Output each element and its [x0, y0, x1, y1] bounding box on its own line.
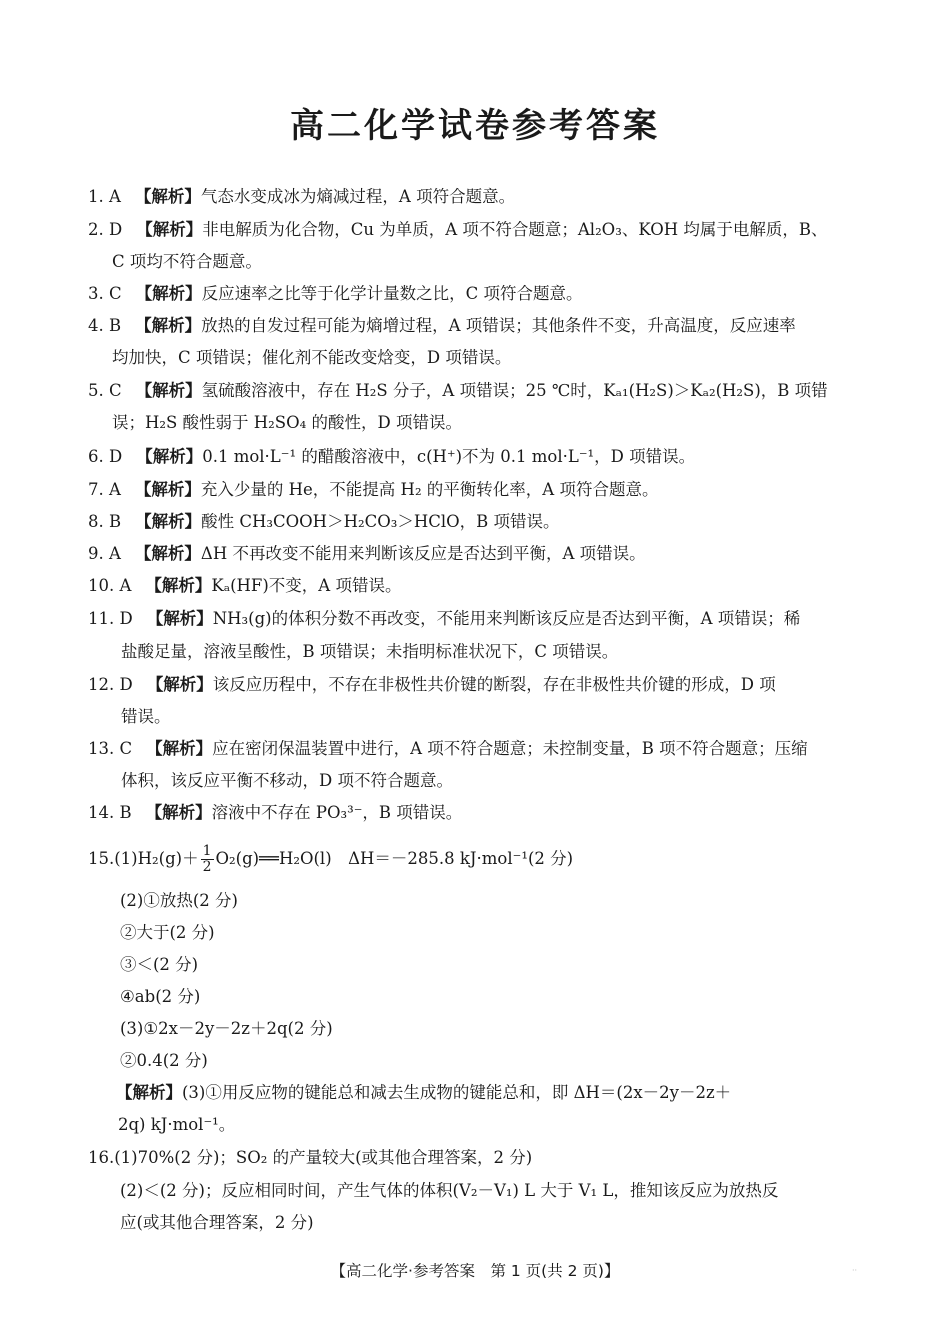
item-text: 放热的自发过程可能为熵增过程，A 项错误；其他条件不变，升高温度，反应速率	[201, 316, 796, 335]
fraction-one-half	[201, 844, 214, 875]
item-text: Kₐ(HF)不变，A 项错误。	[211, 576, 402, 595]
item-number: 15.	[88, 849, 115, 868]
item-number: 7. A	[88, 480, 121, 499]
answer-item-12	[88, 674, 776, 696]
fraction-numerator: 1	[202, 843, 212, 859]
item-number: 10. A	[88, 576, 132, 595]
answer-item-2	[88, 219, 828, 241]
item-number: 14. B	[88, 803, 132, 822]
item-number: 2. D	[88, 220, 123, 239]
sub-answer: ③＜(2 分)	[120, 955, 199, 974]
item-number: 16.	[88, 1148, 115, 1167]
item-text-continued: 均加快，C 项错误；催化剂不能改变焓变，D 项错误。	[112, 348, 512, 367]
item-number: 3. C	[88, 284, 122, 303]
answer-item-1	[88, 186, 515, 208]
jiexi-text-continued: 2q) kJ·mol⁻¹。	[118, 1115, 236, 1134]
item-number: 11. D	[88, 609, 133, 628]
jiexi-label: 【解析】	[135, 512, 202, 531]
item-text: 气态水变成冰为熵减过程，A 项符合题意。	[200, 187, 516, 206]
jiexi-label: 【解析】	[146, 739, 213, 758]
sub-answer: (2)①放热(2 分)	[120, 891, 238, 910]
item-text: 反应速率之比等于化学计量数之比，C 项符合题意。	[201, 284, 583, 303]
item-number: 9. A	[88, 544, 121, 563]
item-text-continued: 盐酸足量，溶液呈酸性，B 项错误；未指明标准状况下，C 项错误。	[121, 642, 619, 661]
item-number: 12. D	[88, 675, 133, 694]
item-text-continued: 误；H₂S 酸性弱于 H₂SO₄ 的酸性，D 项错误。	[112, 413, 462, 432]
item-number: 6. D	[88, 447, 123, 466]
page-title: 高二化学试卷参考答案	[290, 106, 660, 146]
item-text: 酸性 CH₃COOH＞H₂CO₃＞HClO，B 项错误。	[201, 512, 560, 531]
answer-item-8	[88, 511, 560, 533]
item-text: 该反应历程中，不存在非极性共价键的断裂，存在非极性共价键的形成，D 项	[212, 675, 776, 694]
item-text-continued: C 项均不符合题意。	[112, 252, 262, 271]
answer-item-5	[88, 380, 828, 402]
item-text: 充入少量的 He，不能提高 H₂ 的平衡转化率，A 项符合题意。	[200, 480, 659, 499]
jiexi-label: 【解析】	[146, 675, 213, 694]
jiexi-label: 【解析】	[116, 1083, 182, 1102]
item-number: 4. B	[88, 316, 122, 335]
item-text: NH₃(g)的体积分数不再改变，不能用来判断该反应是否达到平衡，A 项错误；稀	[212, 609, 801, 628]
item-number: 5. C	[88, 381, 122, 400]
q15-jiexi	[116, 1082, 731, 1104]
answer-item-9	[88, 543, 646, 565]
item-text: 0.1 mol·L⁻¹ 的醋酸溶液中，c(H⁺)不为 0.1 mol·L⁻¹，D 项错误。	[202, 447, 696, 466]
item-text: 溶液中不存在 PO₃³⁻，B 项错误。	[211, 803, 463, 822]
fraction-denominator: 2	[202, 859, 212, 875]
item-number: 1. A	[88, 187, 121, 206]
sub-answer: ④ab(2 分)	[120, 987, 201, 1006]
jiexi-label: 【解析】	[145, 803, 212, 822]
answer-item-16	[88, 1147, 532, 1169]
sub-answer: (2)＜(2 分)；反应相同时间，产生气体的体积(V₂－V₁) L 大于 V₁ L，推知该反应为放热反	[120, 1181, 779, 1200]
answer-item-11	[88, 608, 800, 630]
item-text-continued: 错误。	[121, 707, 171, 726]
jiexi-label: 【解析】	[145, 576, 212, 595]
jiexi-label: 【解析】	[134, 544, 201, 563]
answer-item-14	[88, 802, 462, 824]
sub-answer: ②大于(2 分)	[120, 923, 215, 942]
jiexi-text: (3)①用反应物的键能总和减去生成物的键能总和，即 ΔH＝(2x－2y－2z＋	[182, 1083, 732, 1102]
item-text: (1)70%(2 分)；SO₂ 的产量较大(或其他合理答案，2 分)	[114, 1148, 533, 1167]
item-text: 应在密闭保温装置中进行，A 项不符合题意；未控制变量，B 项不符合题意；压缩	[212, 739, 808, 758]
answer-item-6	[88, 446, 695, 468]
answer-item-15	[88, 839, 573, 879]
item-text: 非电解质为化合物，Cu 为单质，A 项不符合题意；Al₂O₃、KOH 均属于电解质，B、	[202, 220, 828, 239]
sub-answer: ②0.4(2 分)	[120, 1051, 208, 1070]
equation-part-b: O₂(g)══H₂O(l) ΔH＝－285.8 kJ·mol⁻¹(2 分)	[215, 849, 574, 868]
item-text-continued: 体积，该反应平衡不移动，D 项不符合题意。	[121, 771, 453, 790]
jiexi-label: 【解析】	[136, 447, 203, 466]
jiexi-label: 【解析】	[134, 187, 201, 206]
jiexi-label: 【解析】	[135, 284, 202, 303]
page-footer: 【高二化学·参考答案 第 1 页(共 2 页)】	[330, 1262, 620, 1280]
answer-item-10	[88, 575, 401, 597]
answer-item-13	[88, 738, 808, 760]
jiexi-label: 【解析】	[135, 381, 202, 400]
answer-item-3	[88, 283, 583, 305]
jiexi-label: 【解析】	[146, 609, 213, 628]
jiexi-label: 【解析】	[136, 220, 203, 239]
jiexi-label: 【解析】	[135, 316, 202, 335]
item-number: 8. B	[88, 512, 122, 531]
item-text: 氢硫酸溶液中，存在 H₂S 分子，A 项错误；25 ℃时，Kₐ₁(H₂S)＞Kₐ₂(H₂S)，B 项错	[201, 381, 828, 400]
sub-answer: (3)①2x－2y－2z＋2q(2 分)	[120, 1019, 333, 1038]
jiexi-label: 【解析】	[134, 480, 201, 499]
answer-item-4	[88, 315, 796, 337]
item-text: ΔH 不再改变不能用来判断该反应是否达到平衡，A 项错误。	[200, 544, 646, 563]
corner-mark: ··	[852, 1266, 858, 1275]
equation-part-a: (1)H₂(g)＋	[114, 849, 199, 868]
answer-item-7	[88, 479, 658, 501]
sub-answer-continued: 应(或其他合理答案，2 分)	[120, 1213, 314, 1232]
item-number: 13. C	[88, 739, 133, 758]
